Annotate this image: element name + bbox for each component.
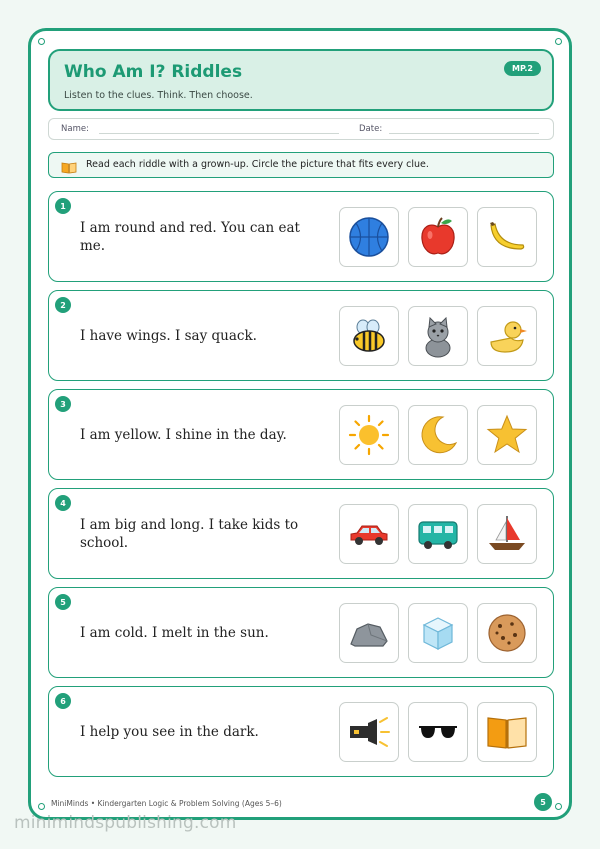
car-icon (347, 512, 391, 556)
worksheet-page (28, 28, 572, 820)
riddle-card (48, 389, 554, 480)
rock-icon (347, 611, 391, 655)
choice-cat[interactable] (408, 306, 468, 366)
sun-icon (347, 413, 391, 457)
riddle-number: 2 (55, 297, 71, 313)
riddle-text: I am big and long. I take kids to school. (80, 516, 299, 551)
book-icon (61, 159, 77, 178)
duck-icon (485, 314, 529, 358)
riddle-card (48, 686, 554, 777)
ice-cube-icon (416, 611, 460, 655)
riddle-number: 3 (55, 396, 71, 412)
choice-book[interactable] (477, 702, 537, 762)
choice-rock[interactable] (339, 603, 399, 663)
choice-cookie[interactable] (477, 603, 537, 663)
choice-duck[interactable] (477, 306, 537, 366)
date-field[interactable] (389, 133, 539, 134)
choice-bus[interactable] (408, 504, 468, 564)
page-subtitle: Listen to the clues. Think. Then choose. (64, 90, 253, 101)
book-icon (485, 710, 529, 754)
corner-dot (555, 803, 562, 810)
standard-badge: MP.2 (504, 61, 541, 76)
star-icon (485, 413, 529, 457)
cookie-icon (485, 611, 529, 655)
name-date-bar (48, 118, 554, 140)
corner-dot (555, 38, 562, 45)
riddle-card (48, 191, 554, 282)
instructions-box (48, 152, 554, 178)
riddle-text: I help you see in the dark. (80, 723, 259, 740)
instructions-text: Read each riddle with a grown-up. Circle the picture that fits every clue. (86, 159, 429, 170)
ball-icon (347, 215, 391, 259)
sailboat-icon (485, 512, 529, 556)
choice-sunglasses[interactable] (408, 702, 468, 762)
riddle-card (48, 290, 554, 381)
corner-dot (38, 38, 45, 45)
choice-ball[interactable] (339, 207, 399, 267)
flashlight-icon (347, 710, 391, 754)
apple-icon (416, 215, 460, 259)
choice-flashlight[interactable] (339, 702, 399, 762)
name-field[interactable] (99, 133, 339, 134)
riddle-number: 4 (55, 495, 71, 511)
cat-icon (416, 314, 460, 358)
riddle-text: I am yellow. I shine in the day. (80, 426, 287, 443)
choice-apple[interactable] (408, 207, 468, 267)
bee-icon (347, 314, 391, 358)
page-title: Who Am I? Riddles (64, 62, 243, 82)
moon-icon (416, 413, 460, 457)
footer-text: MiniMinds • Kindergarten Logic & Problem Solving (Ages 5–6) (51, 799, 282, 808)
date-label: Date: (359, 124, 383, 134)
name-label: Name: (61, 124, 89, 134)
choice-ice-cube[interactable] (408, 603, 468, 663)
choice-sailboat[interactable] (477, 504, 537, 564)
choice-sun[interactable] (339, 405, 399, 465)
riddle-text: I am cold. I melt in the sun. (80, 624, 269, 641)
riddle-text: I have wings. I say quack. (80, 327, 257, 344)
corner-dot (38, 803, 45, 810)
riddle-card (48, 488, 554, 579)
choice-moon[interactable] (408, 405, 468, 465)
riddle-number: 6 (55, 693, 71, 709)
choice-banana[interactable] (477, 207, 537, 267)
riddle-number: 1 (55, 198, 71, 214)
page-number: 5 (534, 793, 552, 811)
banana-icon (485, 215, 529, 259)
choice-car[interactable] (339, 504, 399, 564)
riddle-number: 5 (55, 594, 71, 610)
riddle-text: I am round and red. You can eat me. (80, 219, 300, 254)
choice-star[interactable] (477, 405, 537, 465)
riddle-card (48, 587, 554, 678)
header-banner (48, 49, 554, 111)
sunglasses-icon (416, 710, 460, 754)
watermark: minimindspublishing.com (14, 813, 237, 833)
choice-bee[interactable] (339, 306, 399, 366)
bus-icon (416, 512, 460, 556)
